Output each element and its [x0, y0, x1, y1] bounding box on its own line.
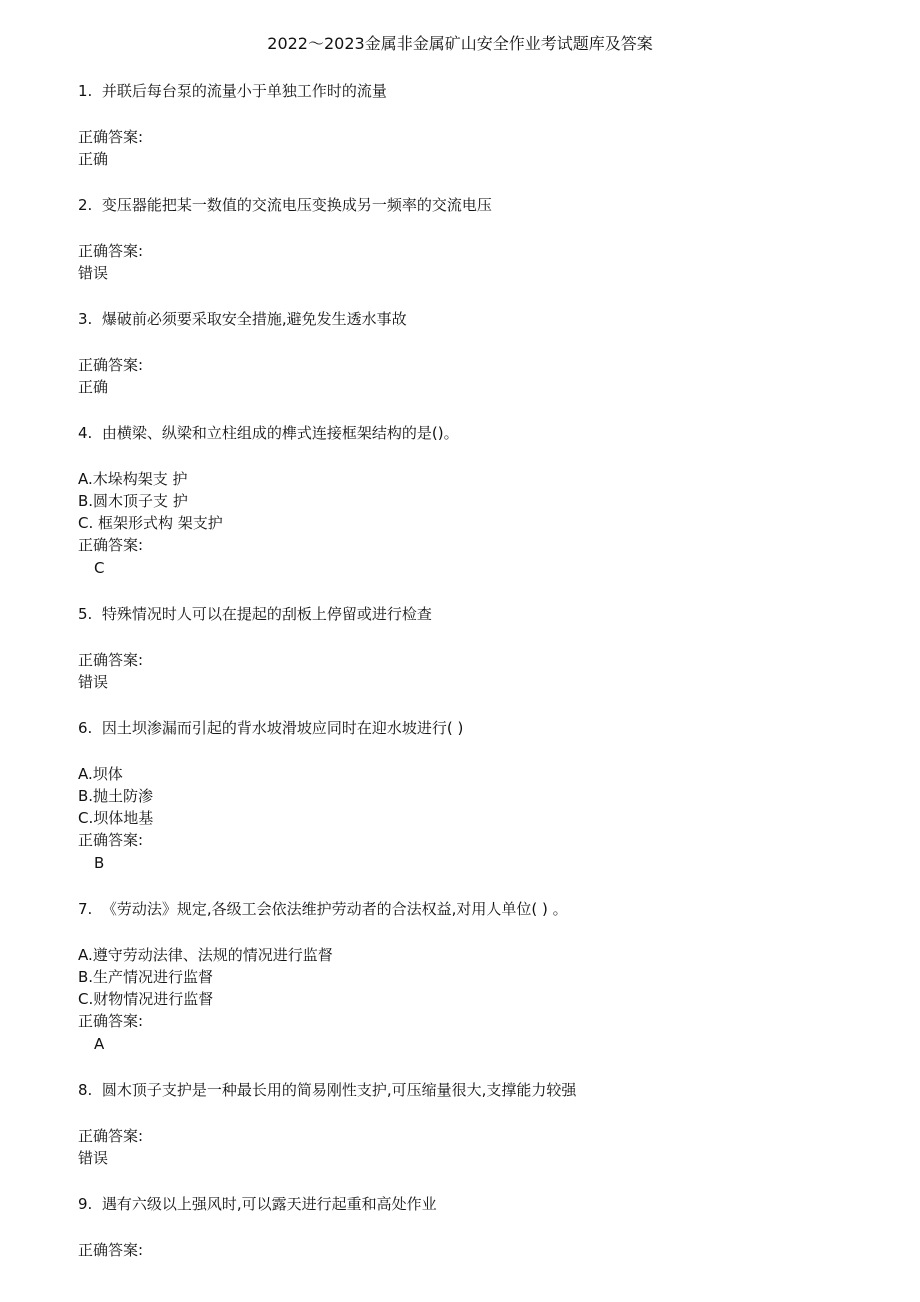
question-number: 7.: [78, 900, 93, 918]
question-number: 9.: [78, 1195, 93, 1213]
question-9: [78, 1194, 437, 1214]
answer-value: B: [94, 854, 105, 872]
answer-label: 正确答案:: [78, 1012, 144, 1030]
answer-label: 正确答案:: [78, 651, 144, 669]
question-number: 5.: [78, 605, 93, 623]
question-number: 6.: [78, 719, 93, 737]
question-7: [78, 899, 568, 919]
question-number: 4.: [78, 424, 93, 442]
answer-value: A: [94, 1035, 105, 1053]
question-5: [78, 604, 432, 624]
question-3: [78, 309, 407, 329]
option-b: B.生产情况进行监督: [78, 968, 214, 986]
question-text: 圆木顶子支护是一种最长用的简易刚性支护,可压缩量很大,支撑能力较强: [101, 1081, 577, 1099]
question-text: 变压器能把某一数值的交流电压变换成另一频率的交流电压: [101, 196, 492, 214]
question-4: [78, 423, 459, 443]
answer-value: 错误: [78, 264, 109, 282]
option-c: C.坝体地基: [78, 809, 154, 827]
answer-label: 正确答案:: [78, 1127, 144, 1145]
answer-label: 正确答案:: [78, 242, 144, 260]
question-number: 2.: [78, 196, 93, 214]
question-text: 《劳动法》规定,各级工会依法维护劳动者的合法权益,对用人单位( ) 。: [101, 900, 568, 918]
question-2: [78, 195, 492, 215]
question-number: 3.: [78, 310, 93, 328]
question-text: 由横梁、纵梁和立柱组成的榫式连接框架结构的是()。: [101, 424, 459, 442]
answer-value: 正确: [78, 150, 109, 168]
answer-label: 正确答案:: [78, 128, 144, 146]
answer-label: 正确答案:: [78, 356, 144, 374]
question-number: 1.: [78, 82, 93, 100]
question-text: 爆破前必须要采取安全措施,避免发生透水事故: [101, 310, 407, 328]
answer-value: 正确: [78, 378, 109, 396]
option-c: C. 框架形式构 架支护: [78, 514, 223, 532]
document-title: 2022～2023金属非金属矿山安全作业考试题库及答案: [267, 34, 653, 53]
answer-value: 错误: [78, 1149, 109, 1167]
question-6: [78, 718, 463, 738]
option-b: B.抛土防渗: [78, 787, 154, 805]
answer-label: 正确答案:: [78, 831, 144, 849]
option-b: B.圆木顶子支 护: [78, 492, 188, 510]
answer-value: 错误: [78, 673, 109, 691]
question-text: 遇有六级以上强风时,可以露天进行起重和高处作业: [101, 1195, 437, 1213]
question-number: 8.: [78, 1081, 93, 1099]
question-text: 并联后每台泵的流量小于单独工作时的流量: [101, 82, 387, 100]
option-a: A.坝体: [78, 765, 123, 783]
answer-label: 正确答案:: [78, 1241, 144, 1259]
question-8: [78, 1080, 576, 1100]
answer-value: C: [94, 559, 105, 577]
option-c: C.财物情况进行监督: [78, 990, 214, 1008]
option-a: A.遵守劳动法律、法规的情况进行监督: [78, 946, 333, 964]
question-text: 特殊情况时人可以在提起的刮板上停留或进行检查: [101, 605, 432, 623]
answer-label: 正确答案:: [78, 536, 144, 554]
question-1: [78, 81, 387, 101]
question-text: 因土坝渗漏而引起的背水坡滑坡应同时在迎水坡进行( ): [101, 719, 464, 737]
option-a: A.木垛构架支 护: [78, 470, 188, 488]
